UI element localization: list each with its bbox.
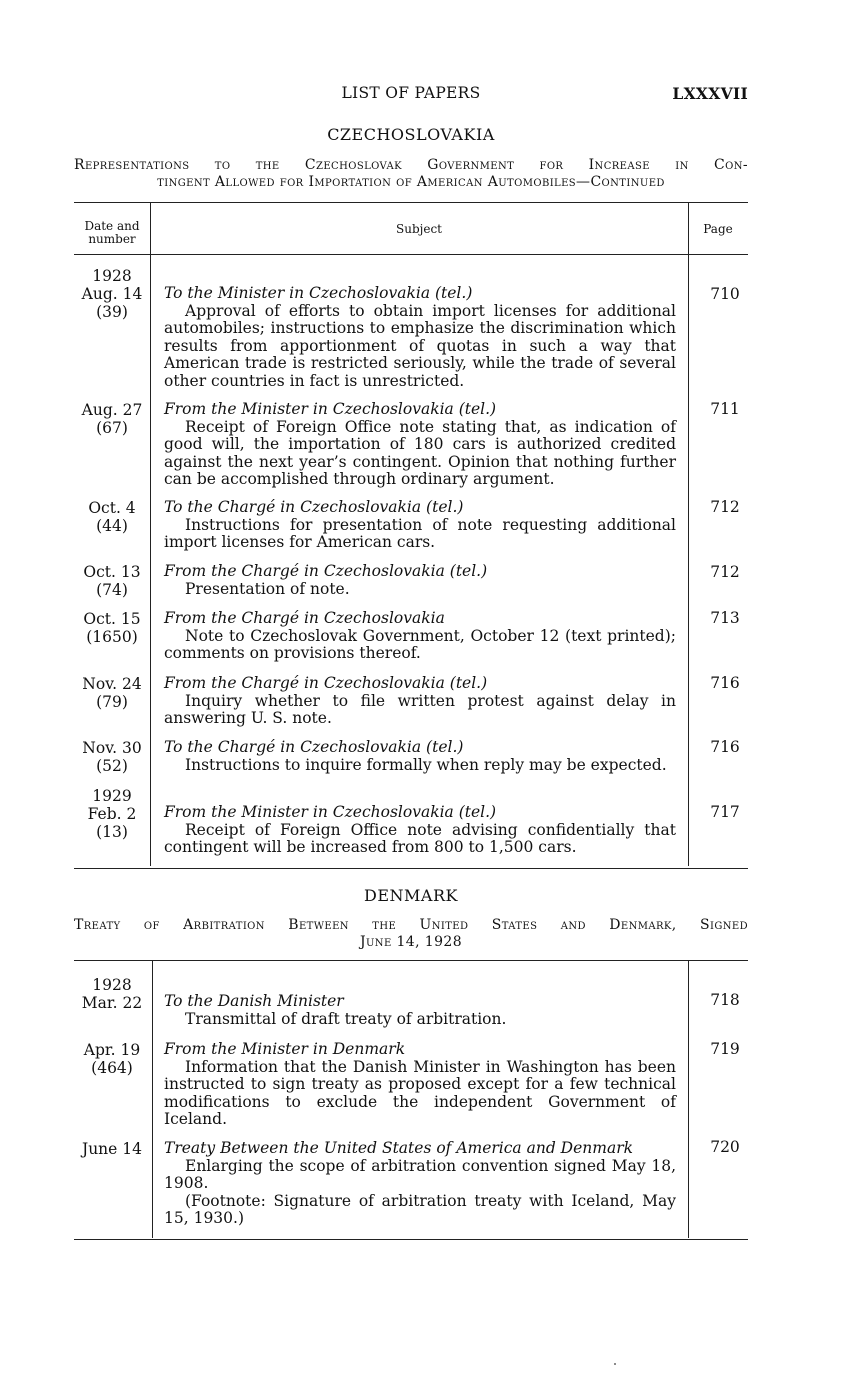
entry-date [74, 976, 150, 1012]
entry-correspondent: To the Minister in Czechoslovakia (tel.) [164, 284, 473, 302]
entry-number: (79) [96, 693, 128, 711]
table-bottom-rule [74, 1239, 748, 1240]
entry-page: 717 [710, 803, 740, 821]
running-head [74, 84, 748, 106]
entry-correspondent: From the Chargé in Czechoslovakia [164, 609, 445, 627]
entry-day: June 14 [81, 1140, 142, 1158]
entry-page: 718 [710, 991, 740, 1009]
subject-title-line-1: Treaty of Arbitration Between the United States and Denmark, Signed [74, 917, 748, 933]
entry-subject [164, 401, 676, 489]
entry-description: Approval of efforts to obtain import licenses for additional automobiles; instructions to emphasize the discrimination which results from apportionment of quotas in such a way that American trade is restricted seriously, while the trade of several other countries in fact is unrestricted. [164, 301, 676, 390]
entry-page: 716 [710, 674, 740, 692]
column-divider [688, 960, 689, 1238]
entry-day: Apr. 19 [83, 1041, 141, 1059]
country-heading: DENMARK [364, 886, 458, 905]
column-divider [150, 202, 151, 866]
papers-table [74, 202, 748, 870]
entry-number: (67) [96, 419, 128, 437]
entry-description: Enlarging the scope of arbitration convention signed May 18, 1908. [164, 1156, 676, 1192]
entry-correspondent: From the Chargé in Czechoslovakia (tel.) [164, 562, 488, 580]
entry-date [74, 267, 150, 321]
entry-subject [164, 675, 676, 728]
entry-number: (74) [96, 581, 128, 599]
section-subject-title [74, 917, 748, 951]
country-heading: CZECHOSLOVAKIA [327, 125, 495, 144]
entry-correspondent: From the Minister in Czechoslovakia (tel.) [164, 400, 497, 418]
column-header-date-line-2: number [88, 232, 136, 246]
page-number: LXXXVII [672, 84, 748, 103]
entry-description: Transmittal of draft treaty of arbitration. [185, 1009, 507, 1028]
entry-page: 719 [710, 1040, 740, 1058]
entry-page: 712 [710, 563, 740, 581]
entry-subject [164, 499, 676, 552]
entry-date [74, 610, 150, 646]
entry-description: Presentation of note. [185, 579, 350, 598]
entry-correspondent: From the Minister in Czechoslovakia (tel.) [164, 803, 497, 821]
entry-footnote: (Footnote: Signature of arbitration treaty with Iceland, May 15, 1930.) [164, 1191, 676, 1227]
entry-day: Oct. 13 [83, 563, 141, 581]
entry-number: (464) [91, 1059, 133, 1077]
entry-year: 1928 [92, 976, 132, 994]
section-subject-title [74, 157, 748, 191]
entry-day: Aug. 14 [81, 285, 143, 303]
entry-day: Oct. 15 [83, 610, 141, 628]
print-speck [614, 1363, 616, 1365]
entry-day: Oct. 4 [88, 499, 136, 517]
subject-title-line-2: tingent Allowed for Importation of American Automobiles—Continued [157, 174, 665, 190]
entry-page: 716 [710, 738, 740, 756]
entry-date [74, 675, 150, 711]
entry-day: Nov. 24 [82, 675, 142, 693]
entry-description: Instructions for presentation of note requesting additional import licenses for American cars. [164, 515, 676, 551]
entry-correspondent: To the Danish Minister [164, 992, 344, 1010]
entry-page: 720 [710, 1138, 740, 1156]
entry-subject [164, 610, 676, 663]
entry-correspondent: To the Chargé in Czechoslovakia (tel.) [164, 498, 464, 516]
column-header-date-line-1: Date and [84, 219, 140, 233]
subject-title-line-1: Representations to the Czechoslovak Government for Increase in Con- [74, 157, 748, 173]
column-header-page: Page [703, 222, 733, 236]
entry-day: Feb. 2 [87, 805, 137, 823]
entry-subject [164, 1041, 676, 1129]
entry-correspondent: From the Minister in Denmark [164, 1040, 406, 1058]
entry-description: Receipt of Foreign Office note stating that, as indication of good will, the importation of 180 cars is authorized credited against the next year’s contingent. Opinion that nothing further can be accomplished through ordinary argument. [164, 417, 676, 488]
column-header-date [74, 220, 150, 246]
entry-date [74, 1140, 150, 1158]
entry-correspondent: From the Chargé in Czechoslovakia (tel.) [164, 674, 488, 692]
entry-day: Mar. 22 [81, 994, 143, 1012]
entry-subject [164, 993, 676, 1028]
entry-subject [164, 804, 676, 857]
entry-date [74, 787, 150, 841]
entry-subject [164, 563, 676, 598]
entry-description: Inquiry whether to file written protest against delay in answering U. S. note. [164, 691, 676, 727]
entry-number: (1650) [86, 628, 138, 646]
entry-correspondent: Treaty Between the United States of America and Denmark [164, 1139, 633, 1157]
entry-year: 1928 [92, 267, 132, 285]
subject-title-line-2: June 14, 1928 [359, 934, 463, 950]
entry-date [74, 739, 150, 775]
entry-date [74, 401, 150, 437]
table-top-rule [74, 960, 748, 961]
entry-day: Aug. 27 [81, 401, 143, 419]
entry-page: 711 [710, 400, 740, 418]
column-divider [688, 202, 689, 866]
entry-page: 710 [710, 285, 740, 303]
running-title: LIST OF PAPERS [341, 84, 481, 102]
entry-number: (13) [96, 823, 128, 841]
entry-description: Note to Czechoslovak Government, October 12 (text printed); comments on provisions thereof. [164, 626, 676, 662]
entry-subject [164, 285, 676, 390]
column-divider [152, 960, 153, 1238]
entry-number: (39) [96, 303, 128, 321]
entry-subject [164, 739, 676, 774]
table-bottom-rule [74, 868, 748, 869]
entry-description: Instructions to inquire formally when reply may be expected. [185, 755, 667, 774]
papers-table [74, 960, 748, 1243]
entry-day: Nov. 30 [82, 739, 142, 757]
entry-number: (52) [96, 757, 128, 775]
column-header-subject: Subject [396, 222, 442, 236]
entry-description: Information that the Danish Minister in Washington has been instructed to sign treaty as proposed except for a few technical modifications to exclude the independent Government of Iceland. [164, 1057, 676, 1128]
entry-correspondent: To the Chargé in Czechoslovakia (tel.) [164, 738, 464, 756]
entry-page: 712 [710, 498, 740, 516]
table-top-rule [74, 202, 748, 203]
entry-date [74, 563, 150, 599]
entry-number: (44) [96, 517, 128, 535]
entry-year: 1929 [92, 787, 132, 805]
header-bottom-rule [74, 254, 748, 255]
entry-subject [164, 1140, 676, 1228]
entry-date [74, 1041, 150, 1077]
entry-description: Receipt of Foreign Office note advising confidentially that contingent will be increased from 800 to 1,500 cars. [164, 820, 676, 856]
entry-page: 713 [710, 609, 740, 627]
entry-date [74, 499, 150, 535]
